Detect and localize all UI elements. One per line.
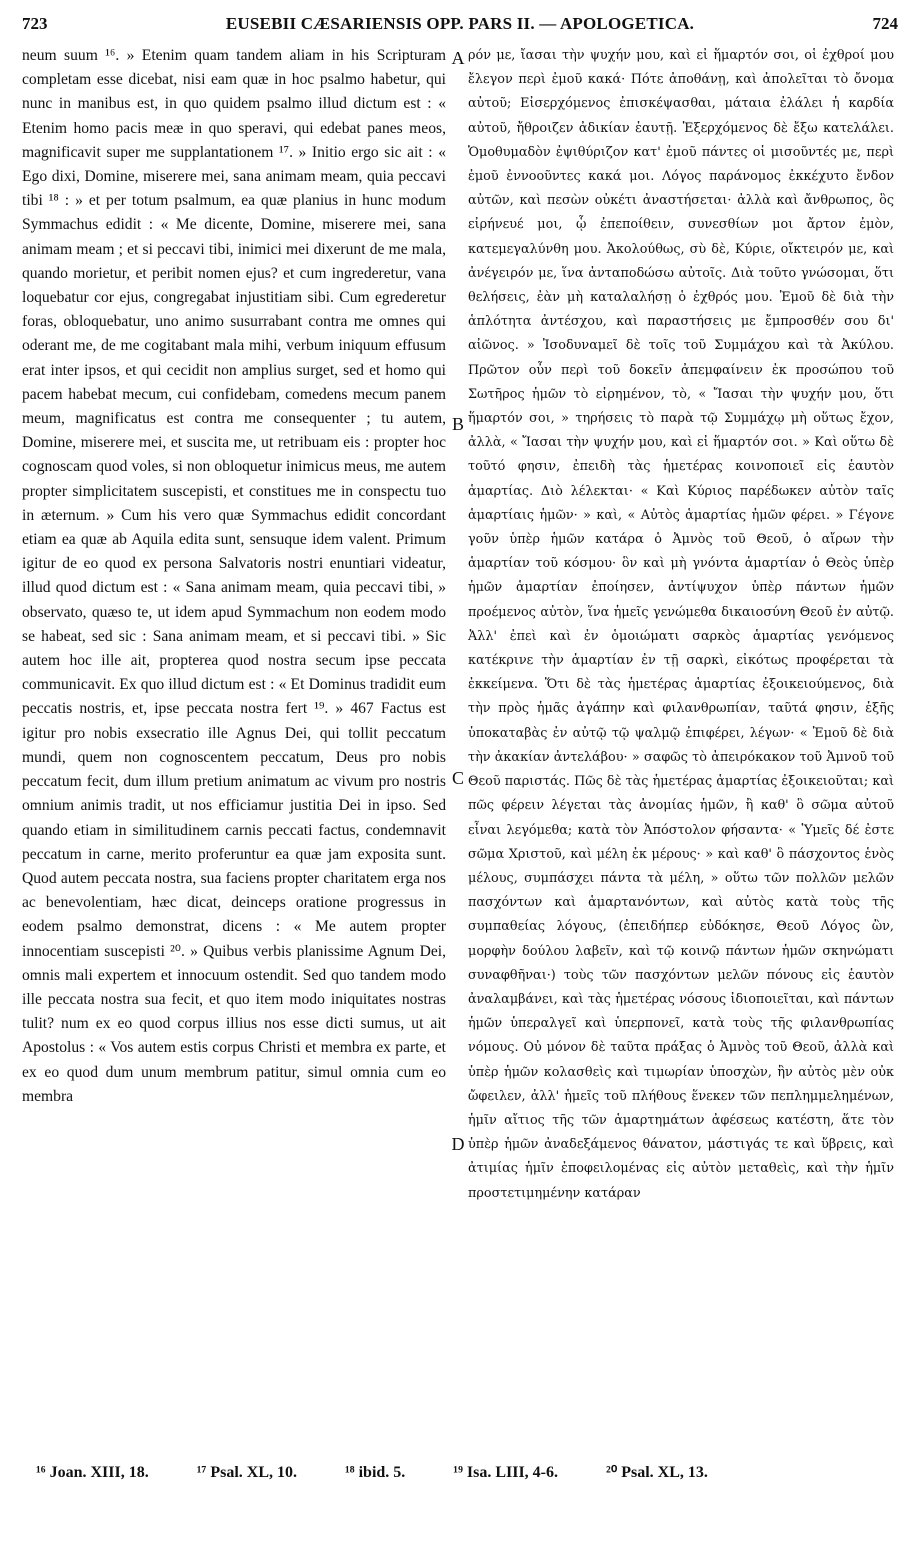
margin-marker-d: D: [451, 1134, 465, 1154]
margin-marker-a: A: [451, 48, 465, 68]
latin-text: neum suum ¹⁶. » Etenim quam tandem aliam in his Scripturam completam esse dicebat, nisi eam quæ in hoc psalmo habetur, qui nunc in manibus est, in quo quidem psalmo illud dictum est : « Etenim homo pacis meæ in quo speravi, qui edebat panes meos, magnificavit super me supplantationem ¹⁷. » Initio ergo sic ait : « Ego dixi, Domine, miserere mei, sana animam meam, quia peccavi tibi ¹⁸ : » et per totum psalmum, ea quæ planius in hunc modum Symmachus edidit : « Me dicente, Domine, miserere mei, sana animam meam ; et si peccavi tibi, inimici mei dixerunt de me mala, quando morietur, et peribit nomen ejus? et cum ingrederetur, vana loquebatur cor ejus, congregabat injustitiam sibi. Cum egrederetur foras, obloquebatur, uno animo susurrabant contra me omnes qui oderant me, de me cogitabant mala mihi, verbum iniquum effusum erat inter ipsos, et qui cecidit non amplius surget, sed et homo qui pacem habebat mecum, cui confidebam, comedens mecum panem meum, magnificatus est contra me consequenter ; tu autem, Domine, miserere mei, et suscita me, ut retribuam eis : propter hoc cognoscam quod voles, si non obloquetur inimicus meus, me autem propter simplicitatem suscepisti, et constitues me in conspectu tuo in æternum. » Cum his vero quæ Symmachus edidit concordant etiam ea quæ ab Aquila edita sunt, sensuque idem valent. Primum igitur de eo quod ex persona Salvatoris nostri enuntiari videatur, illud quod dictum est : « Sana animam meam, quia peccavi tibi, » observato, quæso te, ut idem apud Symmachum non eodem modo se habeat, sed sic : Sana animam meam, et si peccavi tibi. » Sic autem hoc ille ait, propterea quod nostra secum ipse peccata communicavit. Ex quo illud dictum est : « Et Dominus tradidit eum peccatis nostris, et, ipse peccata nostra fert ¹⁹. » 467 Factus est igitur pro nobis exsecratio ille Agnus Dei, qui tollit peccatum mundi, quem non cognoscentem peccatum, Deus pro nobis peccatum fecit, dum illum pretium animatum ac vivum pro nostris omnium animis tradit, ut nos efficiamur justitia Dei in ipso. Sed quando etiam in similitudinem carnis peccati factus, condemnavit peccatum in carne, merito proferuntur ea quæ jam exposita sunt. Quod autem peccata nostra, sua faciens propter charitatem erga nos ac benevolentiam, hæc dicat, deinceps oratione progressus in eodem psalmo demonstrat, dicens : « Me autem propter innocentiam suscepisti ²⁰. » Quibus verbis planissime Agnum Dei, omnis mali expertem et innocuum ostendit. Sed quo tandem modo ille peccata nostra sua fecit, et quo item modo iniquitates nostras tulit? num ex eo quod corpus illius nos esse dicti sumus, ut ait Apostolus : « Vos autem estis corpus Christi et membra ex parte, et ex eo quod dum unum membrum patitur, simul omnia cum eo membra: [22, 47, 446, 1105]
footnote-17: ¹⁷ Psal. XL, 10.: [196, 1464, 297, 1481]
page-number-left: 723: [22, 14, 48, 33]
footnote-19: ¹⁹ Isa. LIII, 4-6.: [453, 1464, 559, 1481]
running-title: EUSEBII CÆSARIENSIS OPP. PARS II. — APOLOGETICA.: [225, 14, 695, 33]
footnote-16: ¹⁶ Joan. XIII, 18.: [36, 1464, 149, 1481]
greek-column: [468, 44, 894, 1446]
page-number-right: 724: [872, 14, 898, 33]
page-header: [22, 14, 898, 44]
footnotes: [36, 1462, 896, 1482]
margin-marker-c: C: [451, 768, 464, 788]
latin-column: [22, 44, 446, 1446]
footnote-18: ¹⁸ ibid. 5.: [345, 1464, 406, 1481]
greek-text: ρόν με, ἴασαι τὴν ψυχήν μου, καὶ εἰ ἥμαρτόν σοι, οἱ ἐχθροί μου ἔλεγον περὶ ἐμοῦ κακά· Πότε ἀποθάνῃ, καὶ ἀπολεῖται τὸ ὄνομα αὐτοῦ; Εἰσερχόμενος ἐπισκέψασθαι, μάταια ἐλάλει ἡ καρδία αὐτοῦ, ἤθροιζεν ἀδικίαν ἑαυτῇ. Ἐξερχόμενος δὲ ἔξω κατελάλει. Ὁμοθυμαδὸν ἐψιθύριζον κατ' ἐμοῦ πάντες οἱ μισοῦντές με, περὶ ἐμοῦ ἐννοοῦντες κακά μοι. Λόγος παράνομος ἐκκέχυτο ἔνδον αὐτῶν, καὶ πεσὼν οὐκέτι ἀναστήσεται· ἀλλὰ καὶ ἄνθρωπος, ὃς εἰρήνευέ μοι, ᾧ ἐπεποίθειν, συνεσθίων μοι ἄρτον ἐμὸν, κατεμεγαλύνθη μου. Ἀκολούθως, σὺ δὲ, Κύριε, οἴκτειρόν με, καὶ ἀνέγειρόν με, ἵνα ἀνταποδώσω αὐτοῖς. Διὰ τοῦτο γνώσομαι, ὅτι θελήσεις, ἐὰν μὴ καταλαλήσῃ ὁ ἐχθρός μου. Ἐμοῦ δὲ διὰ τὴν ἁπλότητα ἀντέσχου, καὶ παραστήσεις με ἔμπροσθέν σου δι' αἰῶνος. » Ἰσοδυναμεῖ δὲ τοῖς τοῦ Συμμάχου καὶ τὰ Ἀκύλου. Πρῶτον οὖν περὶ τοῦ δοκεῖν ἀπεμφαίνειν ἐκ προσώπου τοῦ Σωτῆρος ἡμῶν τὸ εἰρημένον, τὸ, « Ἴασαι τὴν ψυχήν μου, ὅτι ἥμαρτόν σοι, » τηρήσεις τὸ παρὰ τῷ Συμμάχῳ μὴ οὕτως ἔχον, ἀλλὰ, « Ἴασαι τὴν ψυχήν μου, καὶ εἰ ἥμαρτόν σοι. » Καὶ οὕτω δὲ τοῦτό φησιν, ἐπειδὴ τὰς ἡμετέρας κοινοποιεῖ εἰς ἑαυτὸν ἁμαρτίας. Διὸ λέλεκται· « Καὶ Κύριος παρέδωκεν αὐτὸν ταῖς ἁμαρτίαις ἡμῶν· » καὶ, « Αὐτὸς ἁμαρτίας ἡμῶν φέρει. » Γέγονε γοῦν ὑπὲρ ἡμῶν κατάρα ὁ Ἀμνὸς τοῦ Θεοῦ, ὁ αἴρων τὴν ἁμαρτίαν τοῦ κόσμου· ὃν καὶ μὴ γνόντα ἁμαρτίαν ὁ Θεὸς ὑπὲρ ἡμῶν ἁμαρτίαν ἐποίησεν, ἀντίψυχον ὑπὲρ πάντων ἡμῶν προέμενος αὐτὸν, ἵνα ἡμεῖς γενώμεθα δικαιοσύνη Θεοῦ ἐν αὐτῷ. Ἀλλ' ἐπεὶ καὶ ἐν ὁμοιώματι σαρκὸς ἁμαρτίας γενόμενος κατέκρινε τὴν ἁμαρτίαν ἐν τῇ σαρκὶ, εἰκότως προφέρεται τὰ ἐκκείμενα. Ὅτι δὲ τὰς ἡμετέρας ἁμαρτίας ἐξοικειούμενος, διὰ τὴν πρὸς ἡμᾶς ἀγάπην καὶ φιλανθρωπίαν, ταῦτά φησιν, ἑξῆς ὑποκαταβὰς ἐν αὐτῷ τῷ ψαλμῷ ἐπιφέρει, λέγων· « Ἐμοῦ δὲ διὰ τὴν ἀκακίαν ἀντελάβου· » σαφῶς τὸ ἀπειρόκακον τοῦ Ἀμνοῦ τοῦ Θεοῦ παριστάς. Πῶς δὲ τὰς ἡμετέρας ἁμαρτίας ἐξοικειοῦται; καὶ πῶς φέρειν λέγεται τὰς ἀνομίας ἡμῶν, ἢ καθ' ὃ σῶμα αὐτοῦ εἶναι λεγόμεθα; κατὰ τὸν Ἀπόστολον φήσαντα· « Ὑμεῖς δέ ἐστε σῶμα Χριστοῦ, καὶ μέλη ἐκ μέρους· » καὶ καθ' ὃ πάσχοντος ἑνὸς μέλους, συμπάσχει πάντα τὰ μέλη, » οὕτω τῶν πολλῶν μελῶν πασχόντων καὶ ἁμαρτανόντων, καὶ αὐτὸς κατὰ τοὺς τῆς συμπαθείας λόγους, (ἐπειδήπερ εὐδόκησε, Θεοῦ Λόγος ὢν, μορφὴν δούλου λαβεῖν, καὶ τῷ κοινῷ πάντων ἡμῶν σκηνώματι συναφθῆναι·) τοὺς τῶν πασχόντων μελῶν πόνους εἰς ἑαυτὸν ἀναλαμβάνει, καὶ τὰς ἡμετέρας νόσους ἰδιοποιεῖται, καὶ πάντων ἡμῶν ὑπεραλγεῖ καὶ ὑπερπονεῖ, κατὰ τοὺς τῆς φιλανθρωπίας νόμους. Οὐ μόνον δὲ ταῦτα πράξας ὁ Ἀμνὸς τοῦ Θεοῦ, ἀλλὰ καὶ ὑπὲρ ἡμῶν κολασθεὶς καὶ τιμωρίαν ὑποσχὼν, ἣν αὐτὸς μὲν οὐκ ὤφειλεν, ἀλλ' ἡμεῖς τοῦ πλήθους ἕνεκεν τῶν πεπλημμελημένων, ἡμῖν αἴτιος τῆς τῶν ἁμαρτημάτων ἀφέσεως κατέστη, ἅτε τὸν ὑπὲρ ἡμῶν ἀναδεξάμενος θάνατον, μάστιγάς τε καὶ ὕβρεις, καὶ ἀτιμίας ἡμῖν ἐποφειλομένας εἰς αὐτὸν μεταθεὶς, καὶ τὴν ἡμῖν προστετιμημένην κατάραν: [468, 48, 894, 1201]
footnote-20: ²⁰ Psal. XL, 13.: [606, 1464, 708, 1481]
margin-marker-b: B: [451, 414, 464, 434]
